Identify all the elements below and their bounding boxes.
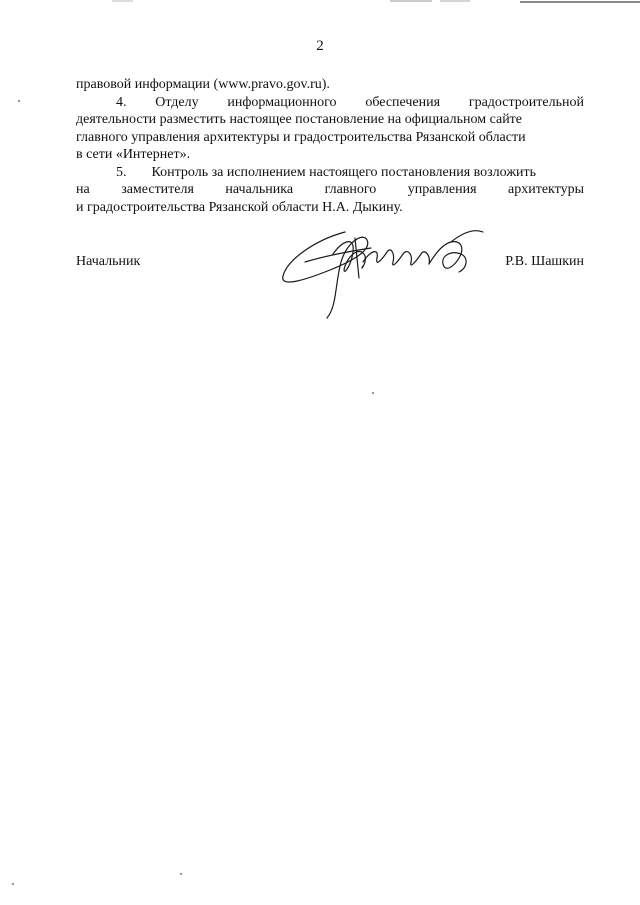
word: архитектуры [508,182,584,197]
word: главного [324,182,377,197]
scan-speck [180,873,182,875]
paragraph-4-line-2: деятельности разместить настоящее постановление на официальном сайте [76,112,523,127]
word: информационного [227,94,337,110]
word: начальника [225,182,294,197]
paragraph-5-line-2 [76,181,584,199]
word: управления [407,182,477,197]
scan-speck [372,392,374,394]
word: Отделу [155,94,199,110]
paragraph-4-line-1 [76,94,584,112]
paragraph-5-number: 5. [116,164,127,180]
paragraph-4-line-4: в сети «Интернет». [76,147,191,162]
page-number: 2 [316,38,324,54]
scan-speck [12,883,14,885]
scan-speck [18,100,20,102]
paragraph-4-line-3: главного управления архитектуры и градостроительства Рязанской области [76,129,526,145]
paragraph-5-line-1-text: Контроль за исполнением настоящего постановления возложить [151,164,536,180]
word: заместителя [121,182,194,197]
word: обеспечения [365,94,441,110]
paragraph-4-number: 4. [116,94,127,110]
handwritten-signature [275,218,490,323]
document-body [76,76,584,216]
paragraph-5-line-1 [76,164,584,182]
scan-edge-marks [0,0,640,8]
word: градостроительной [468,94,584,110]
paragraph-3-tail: правовой информации (www.pravo.gov.ru). [76,77,330,92]
paragraph-5-line-3: и градостроительства Рязанской области Н.А. Дыкину. [76,199,403,215]
word: на [76,182,90,197]
position-title: Начальник [76,254,141,269]
signatory-name: Р.В. Шашкин [505,254,584,269]
